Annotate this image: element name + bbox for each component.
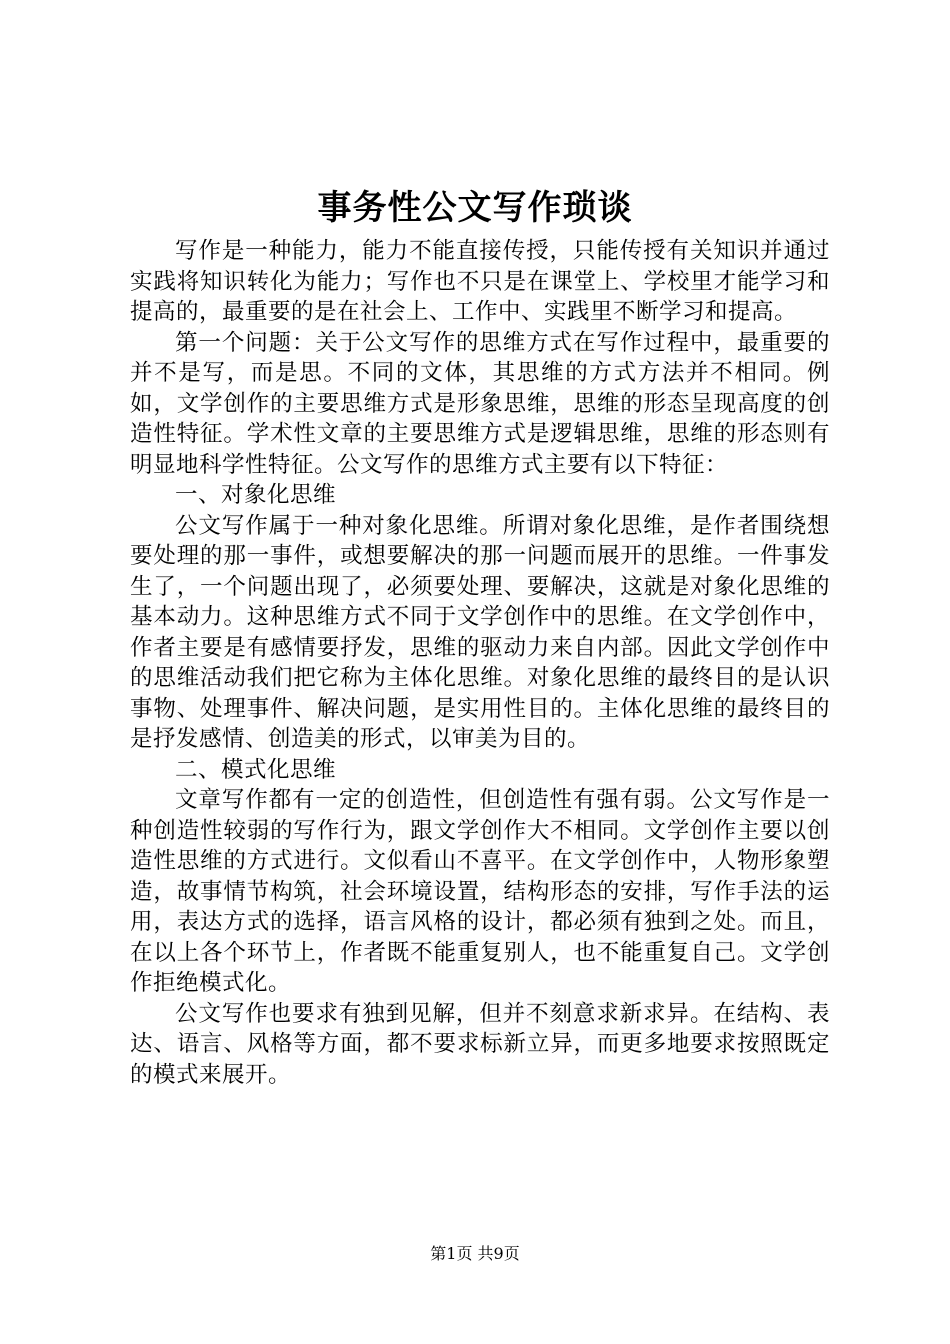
- page-number-footer: 第1页 共9页: [430, 1244, 520, 1263]
- document-body: [130, 236, 830, 1090]
- paragraph-official-writing-originality: 公文写作也要求有独到见解，但并不刻意求新求异。在结构、表达、语言、风格等方面，都不要求标新立异，而更多地要求按照既定的模式来展开。: [130, 1000, 830, 1088]
- paragraph-objectified-thinking: 公文写作属于一种对象化思维。所谓对象化思维，是作者围绕想要处理的那一事件，或想要解决的那一问题而展开的思维。一件事发生了，一个问题出现了，必须要处理、要解决，这就是对象化思维的基本动力。这种思维方式不同于文学创作中的思维。在文学创作中，作者主要是有感情要抒发，思维的驱动力来自内部。因此文学创作中的思维活动我们把它称为主体化思维。对象化思维的最终目的是认识事物、处理事件、解决问题，是实用性目的。主体化思维的最终目的是抒发感情、创造美的形式，以审美为目的。: [130, 512, 830, 752]
- paragraph-pattern-thinking: 文章写作都有一定的创造性，但创造性有强有弱。公文写作是一种创造性较弱的写作行为，跟文学创作大不相同。文学创作主要以创造性思维的方式进行。文似看山不喜平。在文学创作中，人物形象塑造，故事情节构筑，社会环境设置，结构形态的安排，写作手法的运用，表达方式的选择，语言风格的设计，都必须有独到之处。而且，在以上各个环节上，作者既不能重复别人，也不能重复自己。文学创作拒绝模式化。: [130, 787, 830, 996]
- section-heading-pattern-thinking: 二、模式化思维: [175, 756, 337, 783]
- paragraph-first-question: 第一个问题：关于公文写作的思维方式在写作过程中，最重要的并不是写，而是思。不同的文体，其思维的方式方法并不相同。例如，文学创作的主要思维方式是形象思维，思维的形态呈现高度的创造性特征。学术性文章的主要思维方式是逻辑思维，思维的形态则有明显地科学性特征。公文写作的思维方式主要有以下特征：: [130, 329, 830, 478]
- paragraph-intro: 写作是一种能力，能力不能直接传授，只能传授有关知识并通过实践将知识转化为能力；写作也不只是在课堂上、学校里才能学习和提高的，最重要的是在社会上、工作中、实践里不断学习和提高。: [130, 238, 830, 325]
- section-heading-objectified-thinking: 一、对象化思维: [175, 482, 337, 508]
- document-title: 事务性公文写作琐谈: [317, 188, 633, 228]
